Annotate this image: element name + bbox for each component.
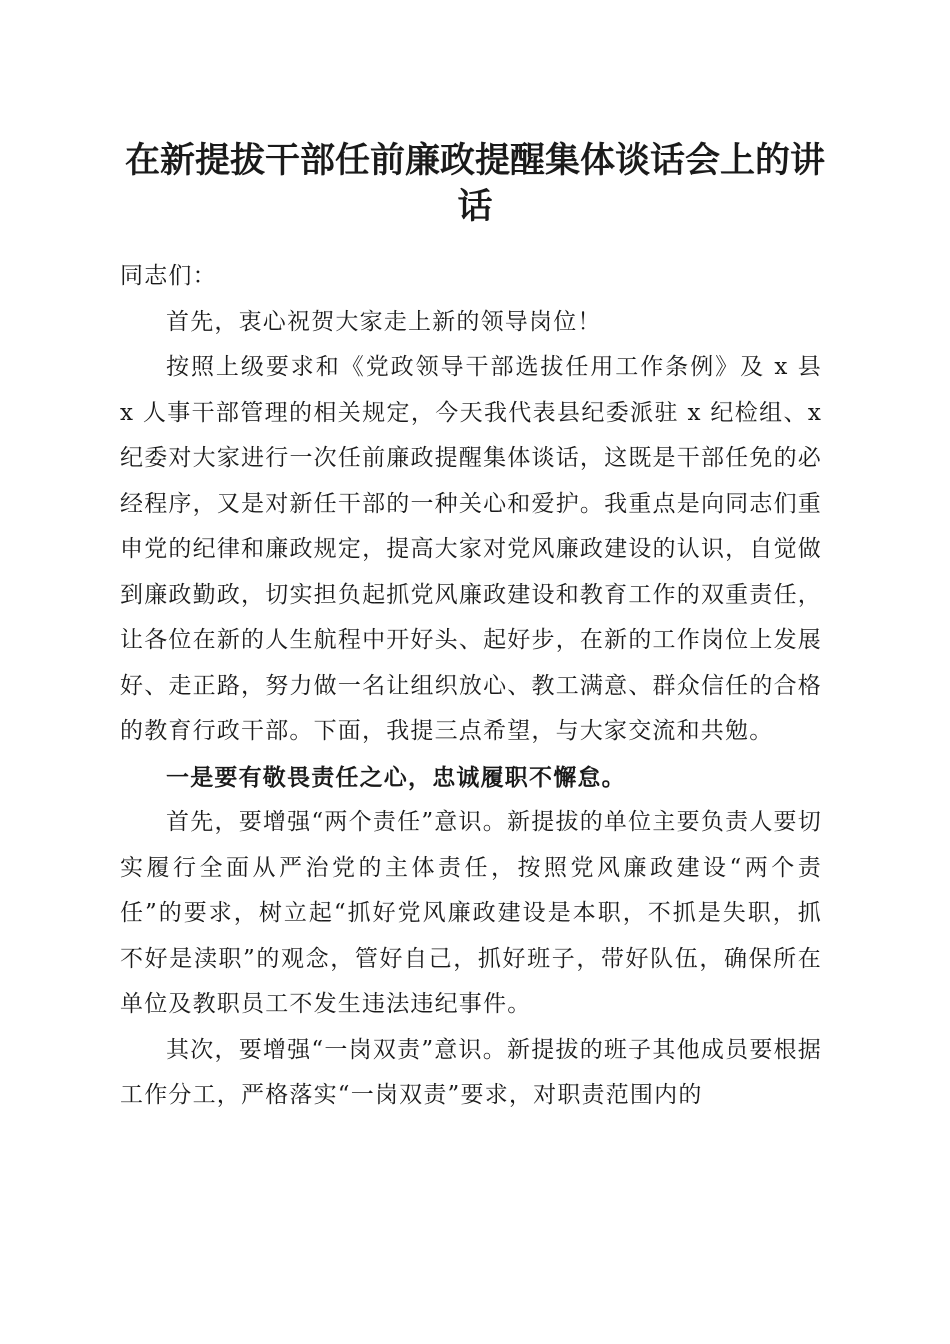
paragraph-one-post-two-duties: 其次，要增强“一岗双责”意识。新提拔的班子其他成员要根据工作分工，严格落实“一岗双责”要求，对职责范围内的 (120, 1036, 822, 1108)
paragraph-introduction: 按照上级要求和《党政领导干部选拔任用工作条例》及 x 县 x 人事干部管理的相关规定，今天我代表县纪委派驻 x 纪检组、x 纪委对大家进行一次任前廉政提醒集体谈话，这既是干部任免的必经程序，又是对新任干部的一种关心和爱护。我重点是向同志们重申党的纪律和廉政规定，提高大家对党风廉政建设的认识，自觉做到廉政勤政，切实担负起抓党风廉政建设和教育工作的双重责任，让各位在新的人生航程中开好头、起好步，在新的工作岗位上发展好、走正路，努力做一名让组织放心、教工满意、群众信任的合格的教育行政干部。下面，我提三点希望，与大家交流和共勉。 (120, 354, 822, 744)
paragraph-congratulations: 首先，衷心祝贺大家走上新的领导岗位！ (166, 308, 602, 335)
salutation: 同志们： (120, 263, 217, 289)
paragraph-two-responsibilities: 首先，要增强“两个责任”意识。新提拔的单位主要负责人要切实履行全面从严治党的主体责任，按照党风廉政建设“两个责任”的要求，树立起“抓好党风廉政建设是本职，不抓是失职，抓不好是渎职”的观念，管好自己，抓好班子，带好队伍，确保所在单位及教职员工不发生违法违纪事件。 (120, 809, 822, 1017)
document-title: 在新提拔干部任前廉政提醒集体谈话会上的讲话 (124, 140, 825, 227)
section-heading-1: 一是要有敬畏责任之心，忠诚履职不懈怠。 (166, 763, 626, 791)
document-page (120, 138, 830, 1108)
document-body (120, 254, 822, 1119)
